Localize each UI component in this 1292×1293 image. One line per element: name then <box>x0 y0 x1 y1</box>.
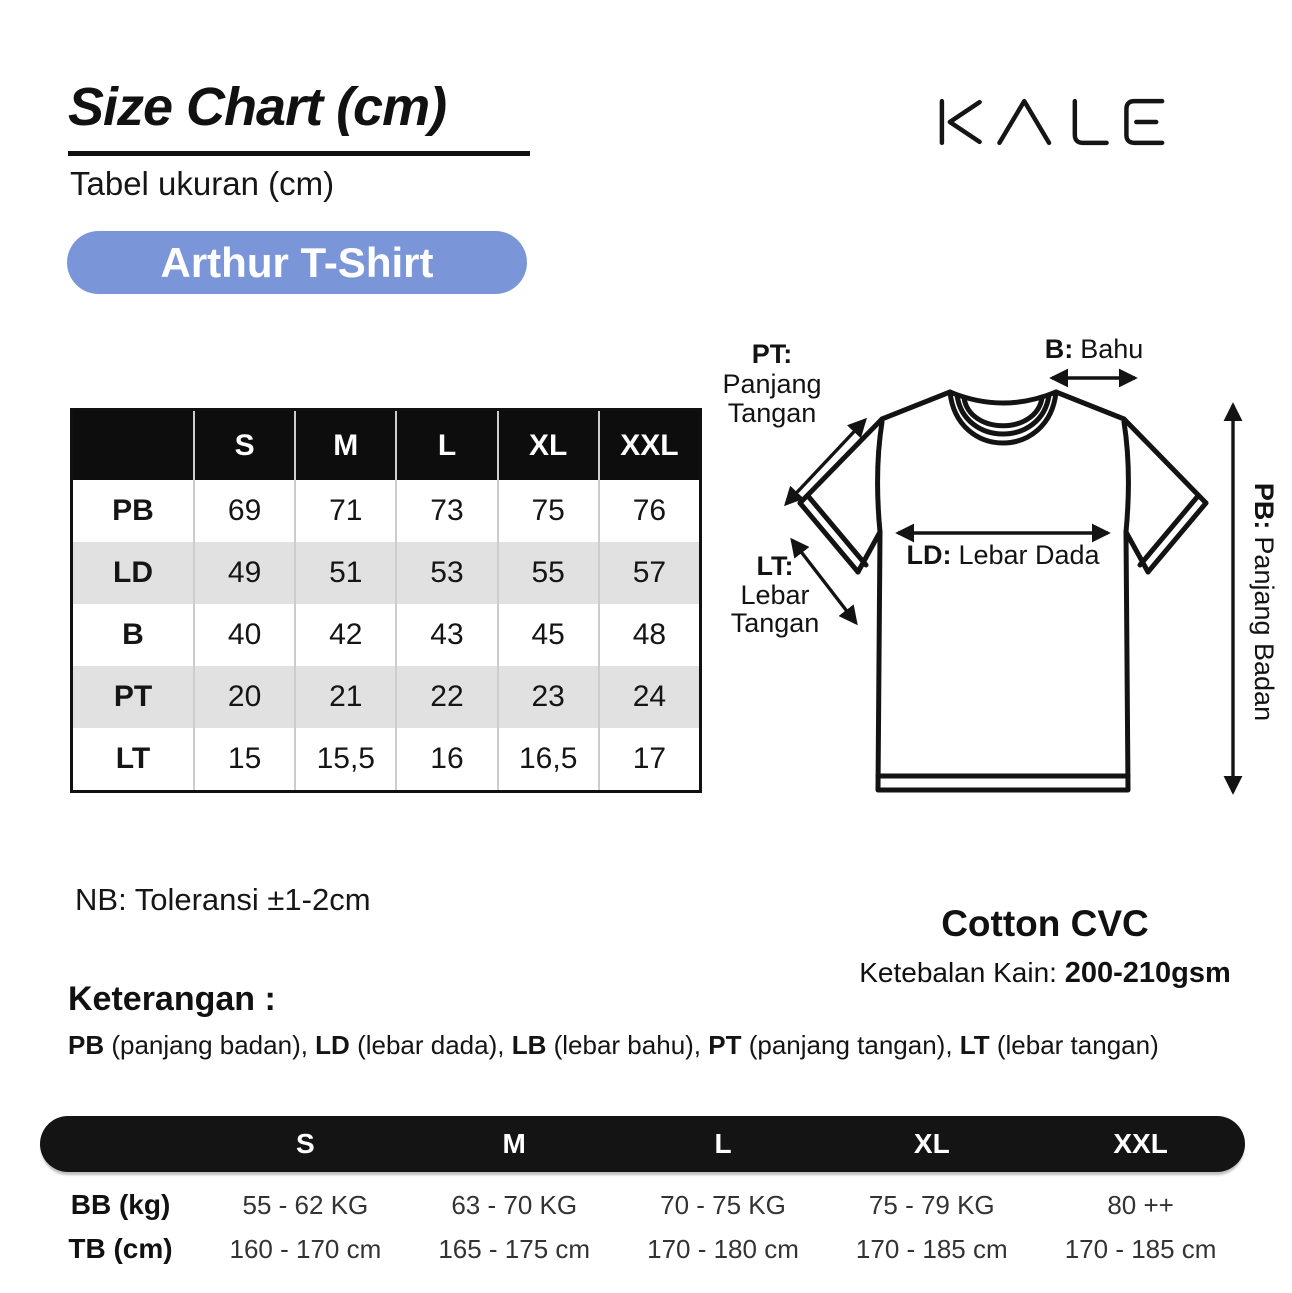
size-value-cell: 75 <box>497 480 598 542</box>
row-label: LT <box>115 742 151 775</box>
lt-label-line1: Lebar <box>740 580 810 610</box>
legend-abbr: LD <box>315 1030 350 1060</box>
size-column-header: XL <box>497 411 598 480</box>
kale-logo <box>930 90 1178 154</box>
row-label: BB (kg) <box>70 1189 171 1220</box>
size-value-cell: 71 <box>294 480 395 542</box>
body-column-header: XL <box>913 1128 950 1159</box>
page-subtitle: Tabel ukuran (cm) <box>70 165 335 202</box>
size-value-cell: 43 <box>395 604 496 666</box>
size-value-cell: 55 <box>497 542 598 604</box>
size-value-cell: 48 <box>598 604 699 666</box>
size-value-cell: 51 <box>294 542 395 604</box>
chest-width-label: LD: Lebar Dada <box>906 540 1100 570</box>
size-value-cell: 15,5 <box>294 728 395 790</box>
legend-abbr: LB <box>511 1030 547 1060</box>
body-table-corner-cell <box>40 1116 201 1172</box>
fabric-info <box>845 903 1245 990</box>
product-name-badge: Arthur T-Shirt <box>67 231 527 294</box>
size-value-cell: 42 <box>294 604 395 666</box>
pt-label-line2: Tangan <box>727 398 817 428</box>
legend-line <box>68 1030 1258 1061</box>
size-value-cell: 22 <box>395 666 496 728</box>
page-title: Size Chart (cm) <box>68 77 447 137</box>
legend-abbr: PT <box>708 1030 742 1060</box>
lt-label-line2: Tangan <box>730 608 820 638</box>
size-value-cell: 21 <box>294 666 395 728</box>
table-row <box>73 542 699 604</box>
fabric-name: Cotton CVC <box>941 903 1149 944</box>
size-value-cell: 24 <box>598 666 699 728</box>
body-value-cell: 80 ++ <box>1107 1189 1174 1220</box>
lt-abbr-label: LT: <box>756 551 794 581</box>
body-value-cell: 55 - 62 KG <box>242 1189 369 1220</box>
legend-desc: (lebar bahu), <box>546 1030 709 1060</box>
size-value-cell: 45 <box>497 604 598 666</box>
tshirt-outline-icon <box>800 392 1206 790</box>
size-value-cell: 20 <box>193 666 294 728</box>
row-label: LD <box>113 556 153 589</box>
size-column-header: S <box>193 411 294 480</box>
size-value-cell: 69 <box>193 480 294 542</box>
body-length-label: PB:Panjang Badan <box>1249 482 1279 722</box>
legend-title: Keterangan : <box>68 980 276 1018</box>
table-row <box>73 728 699 790</box>
body-value-cell: 170 - 180 cm <box>647 1233 799 1264</box>
size-table-corner-cell <box>73 411 193 480</box>
size-value-cell: 17 <box>598 728 699 790</box>
legend-abbr: PB <box>68 1030 105 1060</box>
legend-desc: (lebar dada), <box>349 1030 512 1060</box>
body-value-cell: 75 - 79 KG <box>868 1189 995 1220</box>
table-row <box>73 480 699 542</box>
table-row <box>40 1183 1245 1227</box>
size-value-cell: 53 <box>395 542 496 604</box>
size-column-header: XXL <box>598 411 699 480</box>
body-value-cell: 170 - 185 cm <box>855 1233 1008 1264</box>
size-value-cell: 49 <box>193 542 294 604</box>
size-value-cell: 15 <box>193 728 294 790</box>
size-value-cell: 76 <box>598 480 699 542</box>
legend-desc: (panjang badan), <box>104 1030 316 1060</box>
size-value-cell: 57 <box>598 542 699 604</box>
pt-abbr-label: PT: <box>751 339 793 369</box>
row-label: PT <box>113 680 153 713</box>
table-row <box>73 604 699 666</box>
fabric-thickness <box>845 957 1245 990</box>
kale-logo-icon <box>930 90 1178 154</box>
size-table <box>70 408 702 793</box>
shoulder-label: B: Bahu <box>1044 334 1144 364</box>
size-table-body <box>73 480 699 790</box>
tolerance-note: NB: Toleransi ±1-2cm <box>75 882 371 917</box>
body-table-body <box>40 1183 1245 1271</box>
body-value-cell: 165 - 175 cm <box>438 1233 591 1264</box>
legend-abbr: LT <box>959 1030 990 1060</box>
body-value-cell: 170 - 185 cm <box>1064 1233 1217 1264</box>
pt-label-line1: Panjang <box>722 369 822 399</box>
body-table-header-row <box>40 1116 1245 1172</box>
body-column-header: S <box>296 1128 315 1159</box>
size-value-cell: 23 <box>497 666 598 728</box>
body-column-header: M <box>502 1128 526 1159</box>
legend-desc: (panjang tangan), <box>741 1030 960 1060</box>
body-column-header: XXL <box>1113 1128 1168 1159</box>
legend-desc: (lebar tangan) <box>989 1030 1159 1060</box>
size-value-cell: 40 <box>193 604 294 666</box>
size-column-header: L <box>395 411 496 480</box>
size-table-header-row <box>73 411 699 480</box>
title-underline <box>68 151 530 156</box>
size-value-cell: 73 <box>395 480 496 542</box>
size-value-cell: 16,5 <box>497 728 598 790</box>
table-row <box>73 666 699 728</box>
row-label: PB <box>112 494 154 527</box>
size-column-header: M <box>294 411 395 480</box>
row-label: B <box>122 618 144 651</box>
tshirt-measurement-diagram <box>700 330 1282 830</box>
body-value-cell: 160 - 170 cm <box>229 1233 382 1264</box>
body-value-cell: 63 - 70 KG <box>451 1189 578 1220</box>
table-row <box>40 1227 1245 1271</box>
fabric-thickness-value: 200-210gsm <box>1064 957 1231 989</box>
size-value-cell: 16 <box>395 728 496 790</box>
row-label: TB (cm) <box>68 1233 173 1264</box>
body-value-cell: 70 - 75 KG <box>660 1189 786 1220</box>
body-column-header: L <box>714 1128 732 1159</box>
fabric-thickness-label: Ketebalan Kain: <box>859 957 1057 988</box>
sleeve-length-arrow <box>786 420 865 504</box>
